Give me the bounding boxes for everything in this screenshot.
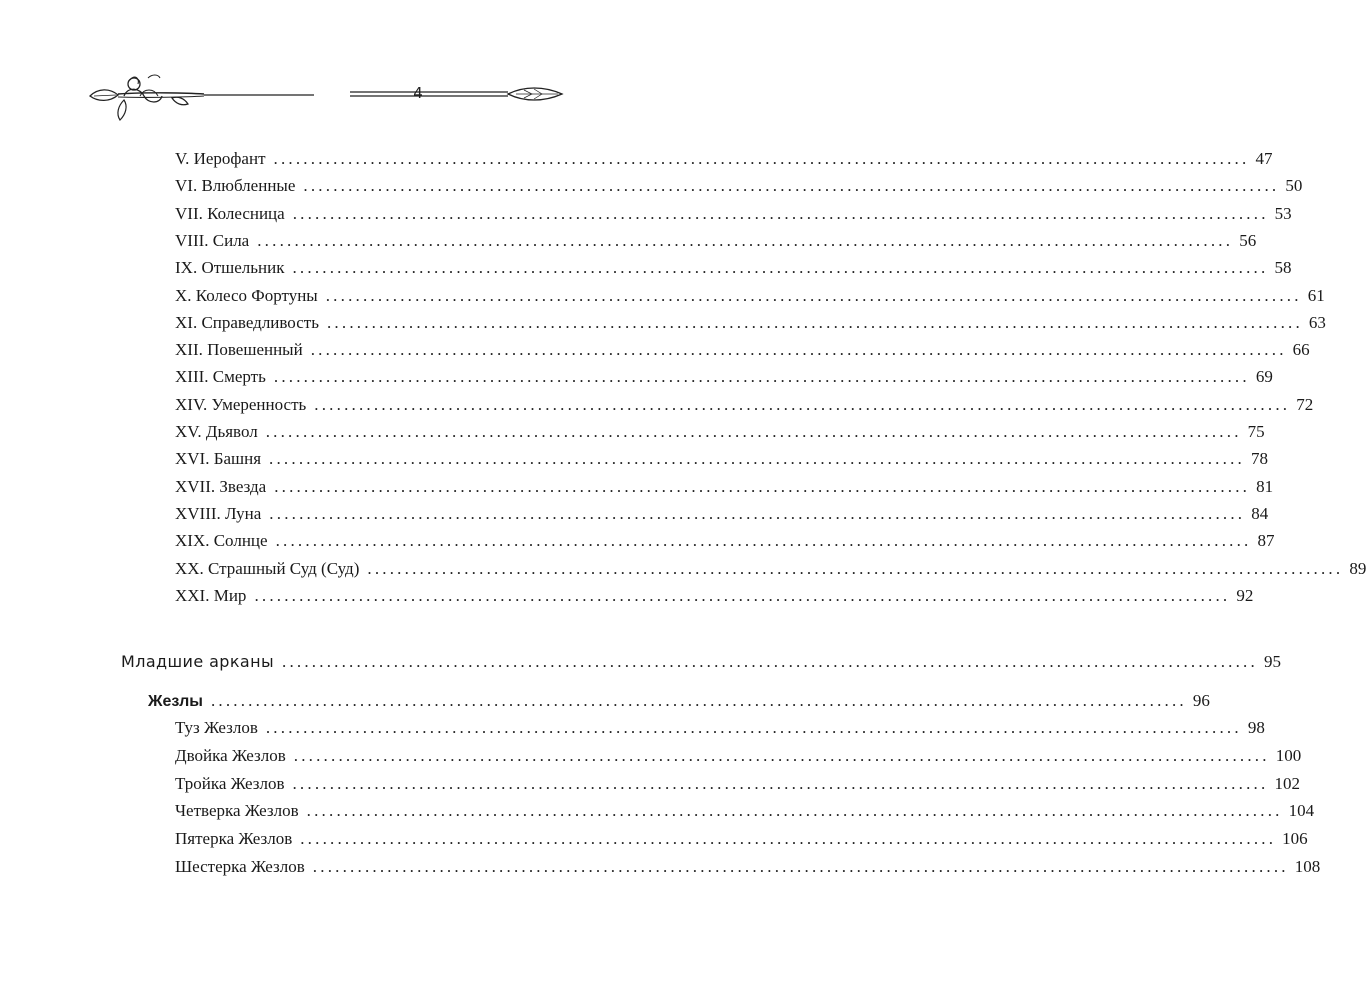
toc-entry-title: XII. Повешенный [175, 340, 303, 360]
dot-leader: ................................................................................................................................... [265, 718, 1242, 737]
toc-entry[interactable] [175, 173, 1303, 199]
toc-entry-title: Жезлы [148, 693, 203, 710]
dot-leader: ................................................................................................................................... [269, 503, 1246, 523]
dot-leader: ................................................................................................................................... [367, 558, 1344, 578]
toc-entry-title: X. Колесо Фортуны [175, 285, 318, 305]
toc-entry-page: 104 [1288, 801, 1315, 821]
toc-entry[interactable] [175, 228, 1257, 254]
toc-entry[interactable] [175, 201, 1292, 227]
dot-leader: ................................................................................................................................... [273, 149, 1250, 168]
toc-entry-page: 89 [1349, 558, 1366, 578]
toc-entry-page: 98 [1247, 718, 1265, 737]
toc-entry[interactable] [175, 771, 1300, 797]
toc-entry-title: XIV. Умеренность [175, 394, 307, 414]
dot-leader: ................................................................................................................................... [292, 203, 1269, 223]
toc-entry-page: 69 [1255, 367, 1273, 387]
toc-entry-title: Туз Жезлов [175, 718, 258, 737]
toc-entry[interactable] [175, 743, 1302, 769]
toc-entry-title: Двойка Жезлов [175, 745, 286, 765]
dot-leader: ................................................................................................................................... [293, 745, 1270, 765]
toc-entry-title: Шестерка Жезлов [175, 857, 305, 876]
toc-entry-title: XVI. Башня [175, 449, 262, 469]
dot-leader: ................................................................................................................................... [254, 585, 1231, 605]
toc-entry-title: Четверка Жезлов [175, 801, 299, 821]
dot-leader: ................................................................................................................................... [210, 691, 1187, 710]
toc-entry-page: 50 [1285, 176, 1303, 196]
toc-entry-page: 61 [1307, 285, 1325, 305]
toc-entry-page: 84 [1251, 503, 1269, 523]
toc-entry[interactable] [175, 583, 1254, 609]
toc-entry[interactable] [175, 364, 1273, 390]
toc-subsection-heading[interactable] [148, 688, 1210, 714]
toc-entry-title: VI. Влюбленные [175, 176, 296, 196]
dot-leader: ................................................................................................................................... [325, 285, 1302, 305]
toc-entry-title: XIX. Солнце [175, 531, 268, 551]
toc-entry-page: 95 [1263, 652, 1281, 671]
dot-leader: ................................................................................................................................... [306, 801, 1283, 821]
toc-entry-title: XV. Дьявол [175, 422, 258, 441]
toc-entry[interactable] [175, 446, 1268, 472]
dot-leader: ................................................................................................................................... [300, 829, 1277, 849]
toc-entry[interactable] [175, 146, 1273, 172]
dot-leader: ................................................................................................................................... [269, 449, 1245, 469]
toc-entry-page: 78 [1250, 449, 1268, 469]
toc-entry-title: XIII. Смерть [175, 367, 266, 387]
toc-entry-page: 58 [1274, 258, 1292, 278]
toc-entry-page: 106 [1282, 829, 1308, 849]
toc-entry-title: VIII. Сила [175, 230, 250, 250]
toc-entry[interactable] [175, 826, 1308, 852]
dot-leader: ................................................................................................................................... [303, 176, 1280, 196]
toc-entry-title: XI. Справедливость [175, 312, 319, 332]
toc-entry[interactable] [175, 798, 1315, 824]
toc-entry[interactable] [175, 419, 1265, 445]
toc-entry-page: 108 [1294, 857, 1321, 876]
toc-entry-page: 56 [1239, 230, 1257, 250]
dot-leader: ................................................................................................................................... [312, 857, 1289, 876]
toc-entry[interactable] [175, 255, 1292, 281]
dot-leader: ................................................................................................................................... [292, 258, 1269, 278]
toc-entry[interactable] [175, 556, 1366, 582]
toc-entry[interactable] [175, 854, 1321, 880]
toc-entry[interactable] [175, 392, 1314, 418]
toc-entry[interactable] [175, 283, 1325, 309]
toc-entry[interactable] [175, 337, 1310, 363]
toc-entry-page: 96 [1192, 691, 1210, 710]
toc-entry-title: Младшие арканы [121, 652, 274, 671]
dot-leader: ................................................................................................................................... [257, 230, 1234, 250]
toc-entry-title: V. Иерофант [175, 149, 266, 168]
toc-entry[interactable] [175, 528, 1275, 554]
toc-entry-page: 92 [1236, 585, 1254, 605]
toc-entry-title: XXI. Мир [175, 585, 247, 605]
toc-entry-title: Тройка Жезлов [175, 773, 285, 793]
dot-leader: ................................................................................................................................... [292, 773, 1269, 793]
toc-entry-title: XVII. Звезда [175, 476, 267, 496]
dot-leader: ................................................................................................................................... [274, 476, 1251, 496]
toc-entry-page: 81 [1256, 476, 1274, 496]
page-header [88, 66, 570, 124]
dot-leader: ................................................................................................................................... [314, 394, 1291, 414]
toc-entry-title: XVIII. Луна [175, 503, 262, 523]
toc-entry-title: Пятерка Жезлов [175, 829, 293, 849]
dot-leader: ................................................................................................................................... [265, 422, 1242, 441]
toc-entry-page: 66 [1292, 340, 1310, 360]
dot-leader: ................................................................................................................................... [310, 340, 1287, 360]
toc-entry-page: 63 [1308, 312, 1326, 332]
toc-entry-page: 100 [1275, 745, 1302, 765]
toc-section-heading[interactable] [121, 649, 1281, 675]
toc-entry-page: 72 [1296, 394, 1314, 414]
toc-entry-page: 87 [1257, 531, 1275, 551]
toc-entry[interactable] [175, 310, 1326, 336]
toc-entry[interactable] [175, 501, 1269, 527]
toc-entry[interactable] [175, 715, 1265, 741]
toc-entry-page: 47 [1255, 149, 1273, 168]
toc-entry-page: 75 [1247, 422, 1265, 441]
dot-leader: ................................................................................................................................... [273, 367, 1250, 387]
toc-entry-page: 102 [1274, 773, 1300, 793]
dot-leader: ................................................................................................................................... [275, 531, 1252, 551]
toc-entry-title: IX. Отшельник [175, 258, 285, 278]
toc-entry-title: XX. Страшный Суд (Суд) [175, 558, 360, 578]
floral-arrow-ornament-icon [88, 66, 570, 124]
toc-entry-page: 53 [1274, 203, 1292, 223]
toc-entry-title: VII. Колесница [175, 203, 285, 223]
dot-leader: ................................................................................................................................... [326, 312, 1303, 332]
toc-entry[interactable] [175, 474, 1274, 500]
dot-leader: ................................................................................................................................... [282, 652, 1258, 671]
page-number: 4 [413, 84, 423, 102]
